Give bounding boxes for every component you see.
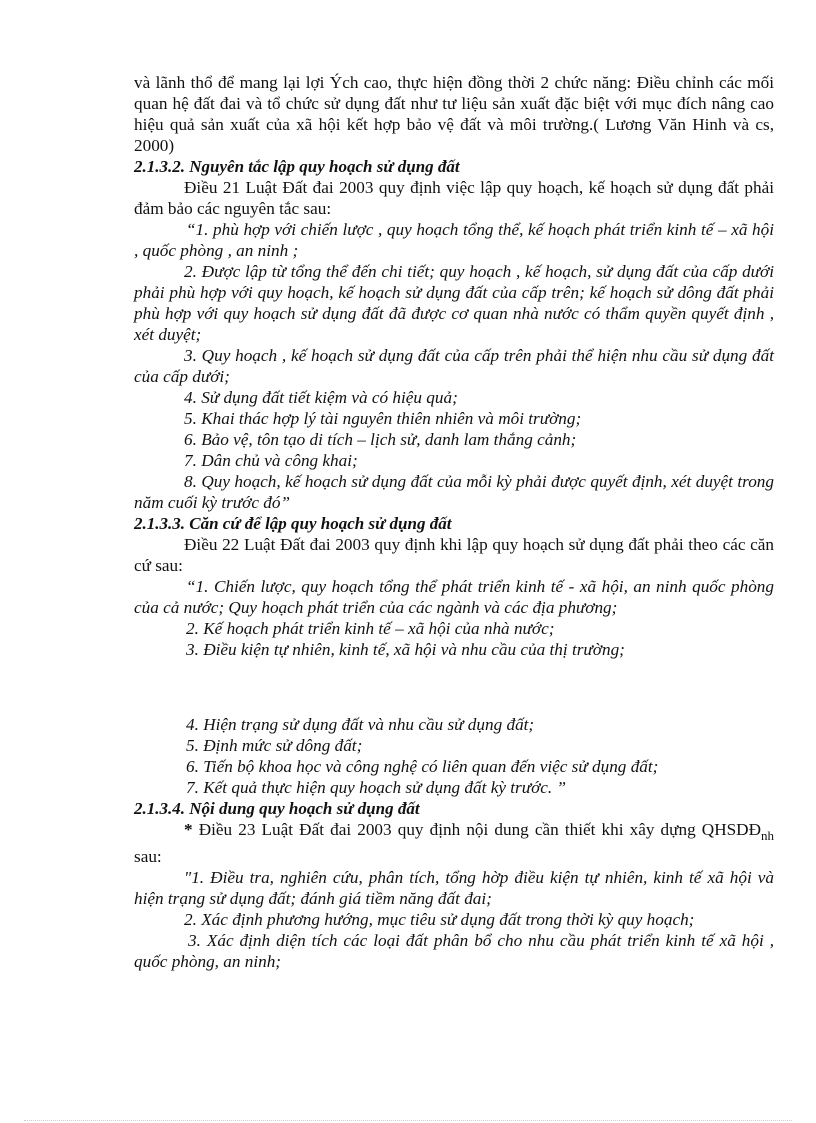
list-item: 3. Quy hoạch , kế hoạch sử dụng đất của cấp trên phải thể hiện nhu cầu sử dụng đất của cấp dưới;: [134, 346, 774, 386]
lead-bullet: *: [184, 820, 193, 839]
list-item: 2. Được lập từ tổng thể đến chi tiết; quy hoạch , kế hoạch, sử dụng đất của cấp dưới phải phù hợp với quy hoạch, kế hoạch sử dụng đất của cấp trên; kế hoạch sử dông đất phải phù hợp với quy hoạch sử dụng đất đã được cơ quan nhà nước có thẩm quyền quyết định , xét duyệt;: [134, 262, 774, 344]
page-footer-rule: [24, 1120, 792, 1121]
document-page: [134, 72, 774, 972]
page-gap: [134, 660, 774, 714]
list-item: 4. Sử dụng đất tiết kiệm và có hiệu quả;: [184, 388, 458, 407]
section-lead: Điều 22 Luật Đất đai 2003 quy định khi lập quy hoạch sử dụng đất phải theo các căn cứ sau:: [134, 535, 774, 575]
list-item: 6. Tiến bộ khoa học và công nghệ có liên quan đến việc sử dụng đất;: [186, 757, 659, 776]
section-lead: Điều 21 Luật Đất đai 2003 quy định việc lập quy hoạch, kế hoạch sử dụng đất phải đảm bảo các nguyên tắc sau:: [134, 178, 774, 218]
lead-subscript: nh: [761, 828, 774, 843]
list-item: 7. Kết quả thực hiện quy hoạch sử dụng đất kỳ trước. ”: [186, 778, 567, 797]
section-heading: 2.1.3.2. Nguyên tắc lập quy hoạch sử dụng đất: [134, 157, 460, 176]
intro-paragraph: và lãnh thổ để mang lại lợi Ých cao, thực hiện đồng thời 2 chức năng: Điều chỉnh các mối quan hệ đất đai và tổ chức sử dụng đất như tư liệu sản xuất đặc biệt với mục đích nâng cao hiệu quả sản xuất của xã hội kết hợp bảo vệ đất và môi trường.( Lương Văn Hinh và cs, 2000): [134, 73, 774, 155]
section-heading: 2.1.3.3. Căn cứ để lập quy hoạch sử dụng đất: [134, 514, 452, 533]
list-item: 2. Xác định phương hướng, mục tiêu sử dụng đất trong thời kỳ quy hoạch;: [184, 910, 695, 929]
lead-text-end: sau:: [134, 847, 162, 866]
list-item: "1. Điều tra, nghiên cứu, phân tích, tổng hờp điều kiện tự nhiên, kinh tế xã hội và hiện trạng sử dụng đất; đánh giá tiềm năng đất đai;: [134, 868, 774, 908]
section-heading: 2.1.3.4. Nội dung quy hoạch sử dụng đất: [134, 799, 420, 818]
list-item: 3. Xác định diện tích các loại đất phân bổ cho nhu cầu phát triển kinh tế xã hội , quốc phòng, an ninh;: [134, 931, 774, 971]
section-lead: [134, 819, 774, 867]
lead-text: Điều 23 Luật Đất đai 2003 quy định nội dung cần thiết khi xây dựng QHSDĐ: [192, 820, 761, 839]
list-item: 6. Bảo vệ, tôn tạo di tích – lịch sử, danh lam thắng cảnh;: [184, 430, 577, 449]
list-item: 8. Quy hoạch, kế hoạch sử dụng đất của mỗi kỳ phải được quyết định, xét duyệt trong năm cuối kỳ trước đó”: [134, 472, 774, 512]
list-item: 5. Khai thác hợp lý tài nguyên thiên nhiên và môi trường;: [184, 409, 582, 428]
list-item: 2. Kế hoạch phát triển kinh tế – xã hội của nhà nước;: [186, 619, 555, 638]
list-item: “1. phù hợp với chiến lược , quy hoạch tổng thể, kế hoạch phát triển kinh tế – xã hội , quốc phòng , an ninh ;: [134, 220, 774, 260]
list-item: 4. Hiện trạng sử dụng đất và nhu cầu sử dụng đất;: [186, 715, 535, 734]
list-item: 7. Dân chủ và công khai;: [184, 451, 358, 470]
list-item: 3. Điều kiện tự nhiên, kinh tế, xã hội và nhu cầu của thị trường;: [186, 640, 625, 659]
list-item: “1. Chiến lược, quy hoạch tổng thể phát triển kinh tế - xã hội, an ninh quốc phòng của cả nước; Quy hoạch phát triển của các ngành và các địa phương;: [134, 577, 774, 617]
list-item: 5. Định mức sử dông đất;: [186, 736, 363, 755]
